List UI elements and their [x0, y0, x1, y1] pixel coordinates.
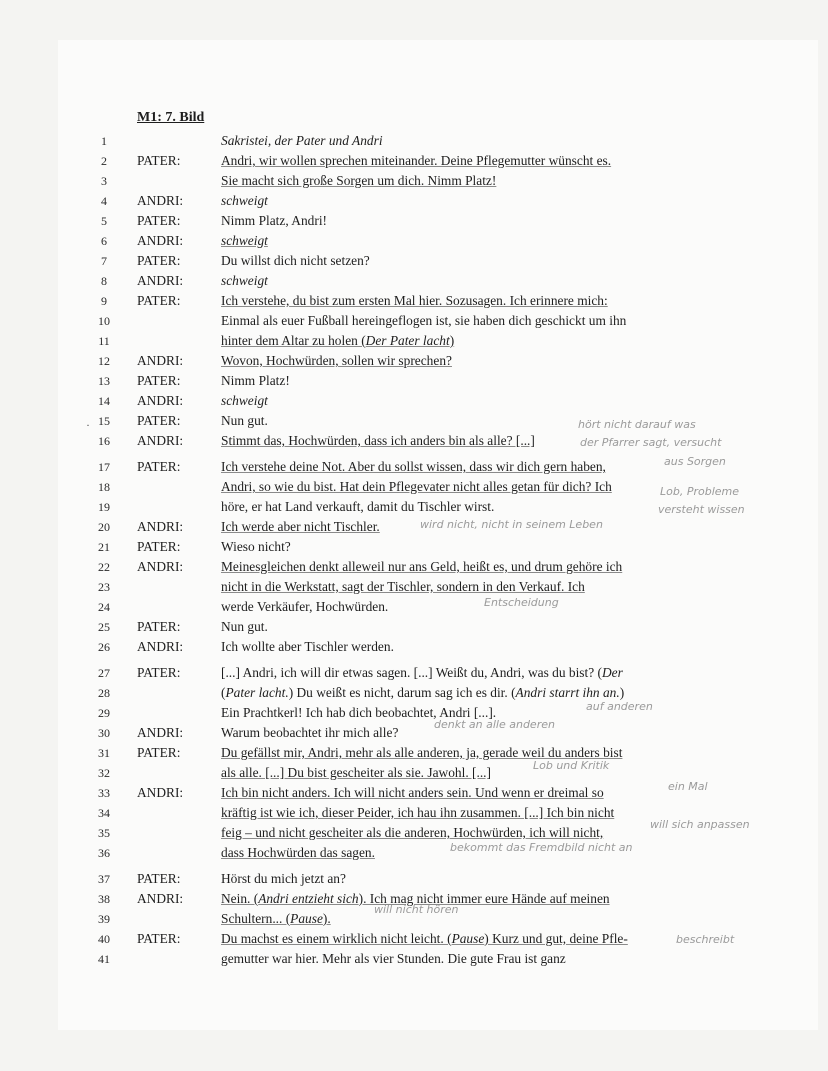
speaker-label: ANDRI:: [137, 559, 184, 574]
script-line: [0, 151, 828, 171]
text-part: Nimm Platz, Andri!: [221, 213, 327, 228]
text-part: Sakristei, der Pater und Andri: [221, 133, 383, 148]
line-text: [221, 131, 383, 151]
stage-direction: Der Pater lacht: [365, 333, 450, 348]
script-line: [0, 131, 828, 151]
line-number: 5: [101, 214, 107, 228]
text-part: Stimmt das, Hochwürden, dass ich anders bin als alle? [...]: [221, 433, 535, 448]
line-number: 11: [98, 334, 110, 348]
line-number: 22: [98, 560, 110, 574]
script-line: [0, 557, 828, 577]
text-part: Warum beobachtet ihr mich alle?: [221, 725, 399, 740]
text-part: als alle. [...] Du bist gescheiter als sie. Jawohl. [...]: [221, 765, 491, 780]
line-text: [221, 271, 268, 291]
text-part: Ich verstehe, du bist zum ersten Mal hier. Sozusagen. Ich erinnere mich:: [221, 293, 608, 308]
text-part: Du machst es einem wirklich nicht leicht. (: [221, 931, 452, 946]
line-number: 20: [98, 520, 110, 534]
line-number: 39: [98, 912, 110, 926]
text-part: Schultern... (: [221, 911, 291, 926]
line-text: [221, 171, 496, 191]
handwritten-note: bekommt das Fremdbild nicht an: [450, 841, 633, 854]
line-text: [221, 411, 268, 431]
speaker-label: ANDRI:: [137, 519, 184, 534]
speaker-label: ANDRI:: [137, 393, 184, 408]
text-part: Meinesgleichen denkt alleweil nur ans Geld, heißt es, und drum gehöre ich: [221, 559, 623, 574]
script-line: [0, 869, 828, 889]
text-part: Andri, so wie du bist. Hat dein Pflegevater nicht alles getan für dich? Ich: [221, 479, 612, 494]
line-text: [221, 351, 452, 371]
line-text: [221, 291, 608, 311]
text-part: kräftig ist wie ich, dieser Peider, ich hau ihn zusammen. [...] Ich bin nicht: [221, 805, 615, 820]
speaker-label: PATER:: [137, 871, 181, 886]
speaker-label: PATER:: [137, 745, 181, 760]
speaker-label: ANDRI:: [137, 193, 184, 208]
line-number: 40: [98, 932, 110, 946]
speaker-label: PATER:: [137, 931, 181, 946]
line-text: [221, 557, 622, 577]
handwritten-note: hört nicht darauf was: [578, 418, 696, 431]
handwritten-note: ein Mal: [668, 780, 708, 793]
speaker-label: ANDRI:: [137, 233, 184, 248]
line-number: 23: [98, 580, 110, 594]
text-part: Nein. (: [221, 891, 259, 906]
line-number: 7: [101, 254, 107, 268]
line-number: 3: [101, 174, 107, 188]
line-text: [221, 211, 327, 231]
line-text: [221, 823, 603, 843]
text-part: schweigt: [221, 393, 268, 408]
handwritten-note: will nicht hören: [374, 903, 459, 916]
line-text: [221, 843, 375, 863]
line-number: 4: [101, 194, 107, 208]
line-number: 16: [98, 434, 110, 448]
line-number: 13: [98, 374, 110, 388]
line-text: [221, 331, 454, 351]
line-number: 38: [98, 892, 110, 906]
line-text: [221, 191, 268, 211]
handwritten-note: Lob, Probleme: [660, 485, 740, 498]
stage-direction: Pause: [290, 911, 323, 926]
line-number: 35: [98, 826, 110, 840]
script-lines: [0, 131, 828, 969]
line-text: [221, 391, 268, 411]
speaker-label: ANDRI:: [137, 639, 184, 654]
speaker-label: ANDRI:: [137, 891, 184, 906]
script-line: [0, 663, 828, 683]
script-line: [0, 949, 828, 969]
line-text: [221, 497, 494, 517]
script-line: [0, 597, 828, 617]
line-number: 25: [98, 620, 110, 634]
script-line: [0, 703, 828, 723]
stage-direction: Der: [601, 665, 623, 680]
text-part: Nun gut.: [221, 413, 268, 428]
line-text: [221, 251, 370, 271]
text-part: Hörst du mich jetzt an?: [221, 871, 346, 886]
line-number: 21: [98, 540, 110, 554]
line-text: [221, 151, 611, 171]
script-line: [0, 723, 828, 743]
line-number: 19: [98, 500, 110, 514]
line-number: 12: [98, 354, 110, 368]
line-number: 10: [98, 314, 110, 328]
line-text: [221, 231, 268, 251]
line-text: [221, 577, 585, 597]
page-title: M1: 7. Bild: [137, 110, 205, 125]
handwritten-note: wird nicht, nicht in seinem Leben: [420, 518, 603, 531]
speaker-label: PATER:: [137, 253, 181, 268]
script-line: [0, 391, 828, 411]
line-number: 26: [98, 640, 110, 654]
speaker-label: PATER:: [137, 213, 181, 228]
line-text: [221, 683, 624, 703]
line-number: 31: [98, 746, 110, 760]
line-number: 32: [98, 766, 110, 780]
script-line: [0, 251, 828, 271]
speaker-label: ANDRI:: [137, 785, 184, 800]
script-line: [0, 291, 828, 311]
text-part: dass Hochwürden das sagen.: [221, 845, 375, 860]
text-part: nicht in die Werkstatt, sagt der Tischler, sondern in den Verkauf. Ich: [221, 579, 585, 594]
text-part: ).: [322, 911, 331, 926]
text-part: Nun gut.: [221, 619, 268, 634]
line-text: [221, 477, 612, 497]
text-part: Du willst dich nicht setzen?: [221, 253, 370, 268]
text-part: ) Kurz und gut, deine Pfle-: [484, 931, 628, 946]
speaker-label: ANDRI:: [137, 433, 184, 448]
handwritten-note: Entscheidung: [484, 596, 559, 609]
script-line: [0, 577, 828, 597]
text-part: ). Ich mag nicht immer eure Hände auf meinen: [358, 891, 610, 906]
script-line: [0, 191, 828, 211]
speaker-label: ANDRI:: [137, 725, 184, 740]
text-part: schweigt: [221, 233, 268, 248]
line-number: 36: [98, 846, 110, 860]
script-line: [0, 371, 828, 391]
line-number: 9: [101, 294, 107, 308]
handwritten-note: denkt an alle anderen: [434, 718, 555, 731]
script-line: [0, 637, 828, 657]
handwritten-note: beschreibt: [676, 933, 735, 946]
text-part: schweigt: [221, 193, 268, 208]
text-part: Ich werde aber nicht Tischler.: [221, 519, 380, 534]
handwritten-note: aus Sorgen: [664, 455, 726, 468]
script-line: [0, 311, 828, 331]
stage-direction: Pater lacht.: [225, 685, 289, 700]
line-text: [221, 803, 614, 823]
script-line: [0, 743, 828, 763]
line-text: [221, 909, 331, 929]
script-line: [0, 617, 828, 637]
line-number: 33: [98, 786, 110, 800]
line-number: 30: [98, 726, 110, 740]
line-text: [221, 371, 290, 391]
line-text: [221, 637, 394, 657]
speaker-label: PATER:: [137, 619, 181, 634]
text-part: gemutter war hier. Mehr als vier Stunden. Die gute Frau ist ganz: [221, 951, 566, 966]
text-part: hinter dem Altar zu holen (: [221, 333, 366, 348]
line-text: [221, 783, 604, 803]
line-number: 17: [98, 460, 110, 474]
script-line: [0, 271, 828, 291]
text-part: ): [449, 333, 455, 348]
speaker-label: PATER:: [137, 413, 181, 428]
text-part: höre, er hat Land verkauft, damit du Tischler wirst.: [221, 499, 495, 514]
script-line: [0, 331, 828, 351]
handwritten-note: will sich anpassen: [650, 818, 750, 831]
line-number: 29: [98, 706, 110, 720]
line-number: 2: [101, 154, 107, 168]
line-number: 41: [98, 952, 110, 966]
line-number: 37: [98, 872, 110, 886]
text-part: Du gefällst mir, Andri, mehr als alle anderen, ja, gerade weil du anders bist: [221, 745, 623, 760]
text-part: Andri, wir wollen sprechen miteinander. Deine Pflegemutter wünscht es.: [221, 153, 612, 168]
handwritten-note: versteht wissen: [658, 503, 745, 516]
line-text: [221, 617, 268, 637]
line-number: 24: [98, 600, 110, 614]
speaker-label: ANDRI:: [137, 273, 184, 288]
script-line: [0, 683, 828, 703]
handwritten-note: Lob und Kritik: [533, 759, 610, 772]
line-number: 27: [98, 666, 110, 680]
text-part: Ich wollte aber Tischler werden.: [221, 639, 394, 654]
handwritten-note: auf anderen: [586, 700, 653, 713]
script-line: [0, 517, 828, 537]
text-part: (: [221, 685, 226, 700]
speaker-label: PATER:: [137, 665, 181, 680]
line-text: [221, 431, 535, 451]
text-part: ) Du weißt es nicht, darum sag ich es dir. (: [288, 685, 516, 700]
line-number: 6: [101, 234, 107, 248]
text-part: ): [619, 685, 625, 700]
script-line: [0, 843, 828, 863]
text-part: Ein Prachtkerl! Ich hab dich beobachtet, Andri [...].: [221, 705, 497, 720]
speaker-label: PATER:: [137, 293, 181, 308]
line-text: [221, 537, 291, 557]
stage-direction: Andri entzieht sich: [258, 891, 359, 906]
line-text: [221, 723, 398, 743]
line-text: [221, 597, 388, 617]
text-part: Sie macht sich große Sorgen um dich. Nimm Platz!: [221, 173, 497, 188]
line-number: 14: [98, 394, 110, 408]
text-part: [...] Andri, ich will dir etwas sagen. [...] Weißt du, Andri, was du bist? (: [221, 665, 602, 680]
speaker-label: PATER:: [137, 539, 181, 554]
text-part: schweigt: [221, 273, 268, 288]
text-part: Wovon, Hochwürden, sollen wir sprechen?: [221, 353, 452, 368]
line-text: [221, 929, 628, 949]
text-part: werde Verkäufer, Hochwürden.: [221, 599, 389, 614]
speaker-label: ANDRI:: [137, 353, 184, 368]
line-text: [221, 311, 626, 331]
handwritten-note: der Pfarrer sagt, versucht: [580, 436, 722, 449]
text-part: Wieso nicht?: [221, 539, 291, 554]
line-text: [221, 763, 491, 783]
line-number: 28: [98, 686, 110, 700]
script-line: [0, 537, 828, 557]
text-part: feig – und nicht gescheiter als die anderen, Hochwürden, ich will nicht,: [221, 825, 604, 840]
text-part: Einmal als euer Fußball hereingeflogen ist, sie haben dich geschickt um ihn: [221, 313, 627, 328]
script-line: [0, 351, 828, 371]
speaker-label: PATER:: [137, 153, 181, 168]
script-line: [0, 211, 828, 231]
speaker-label: PATER:: [137, 373, 181, 388]
line-number: 15: [98, 414, 110, 428]
line-number: 8: [101, 274, 107, 288]
line-text: [221, 517, 380, 537]
script-line: [0, 171, 828, 191]
text-part: Ich bin nicht anders. Ich will nicht anders sein. Und wenn er dreimal so: [221, 785, 604, 800]
line-number: 18: [98, 480, 110, 494]
line-number: 1: [101, 134, 107, 148]
script-line: [0, 411, 828, 431]
script-line: [0, 231, 828, 251]
line-text: [221, 869, 346, 889]
line-text: [221, 663, 623, 683]
stage-direction: Pause: [451, 931, 485, 946]
line-text: [221, 949, 566, 969]
line-text: [221, 457, 606, 477]
line-number: 34: [98, 806, 110, 820]
text-part: Ich verstehe deine Not. Aber du sollst wissen, dass wir dich gern haben,: [221, 459, 606, 474]
margin-mark: ·: [86, 418, 90, 432]
stage-direction: Andri starrt ihn an.: [515, 685, 620, 700]
speaker-label: PATER:: [137, 459, 181, 474]
text-part: Nimm Platz!: [221, 373, 290, 388]
